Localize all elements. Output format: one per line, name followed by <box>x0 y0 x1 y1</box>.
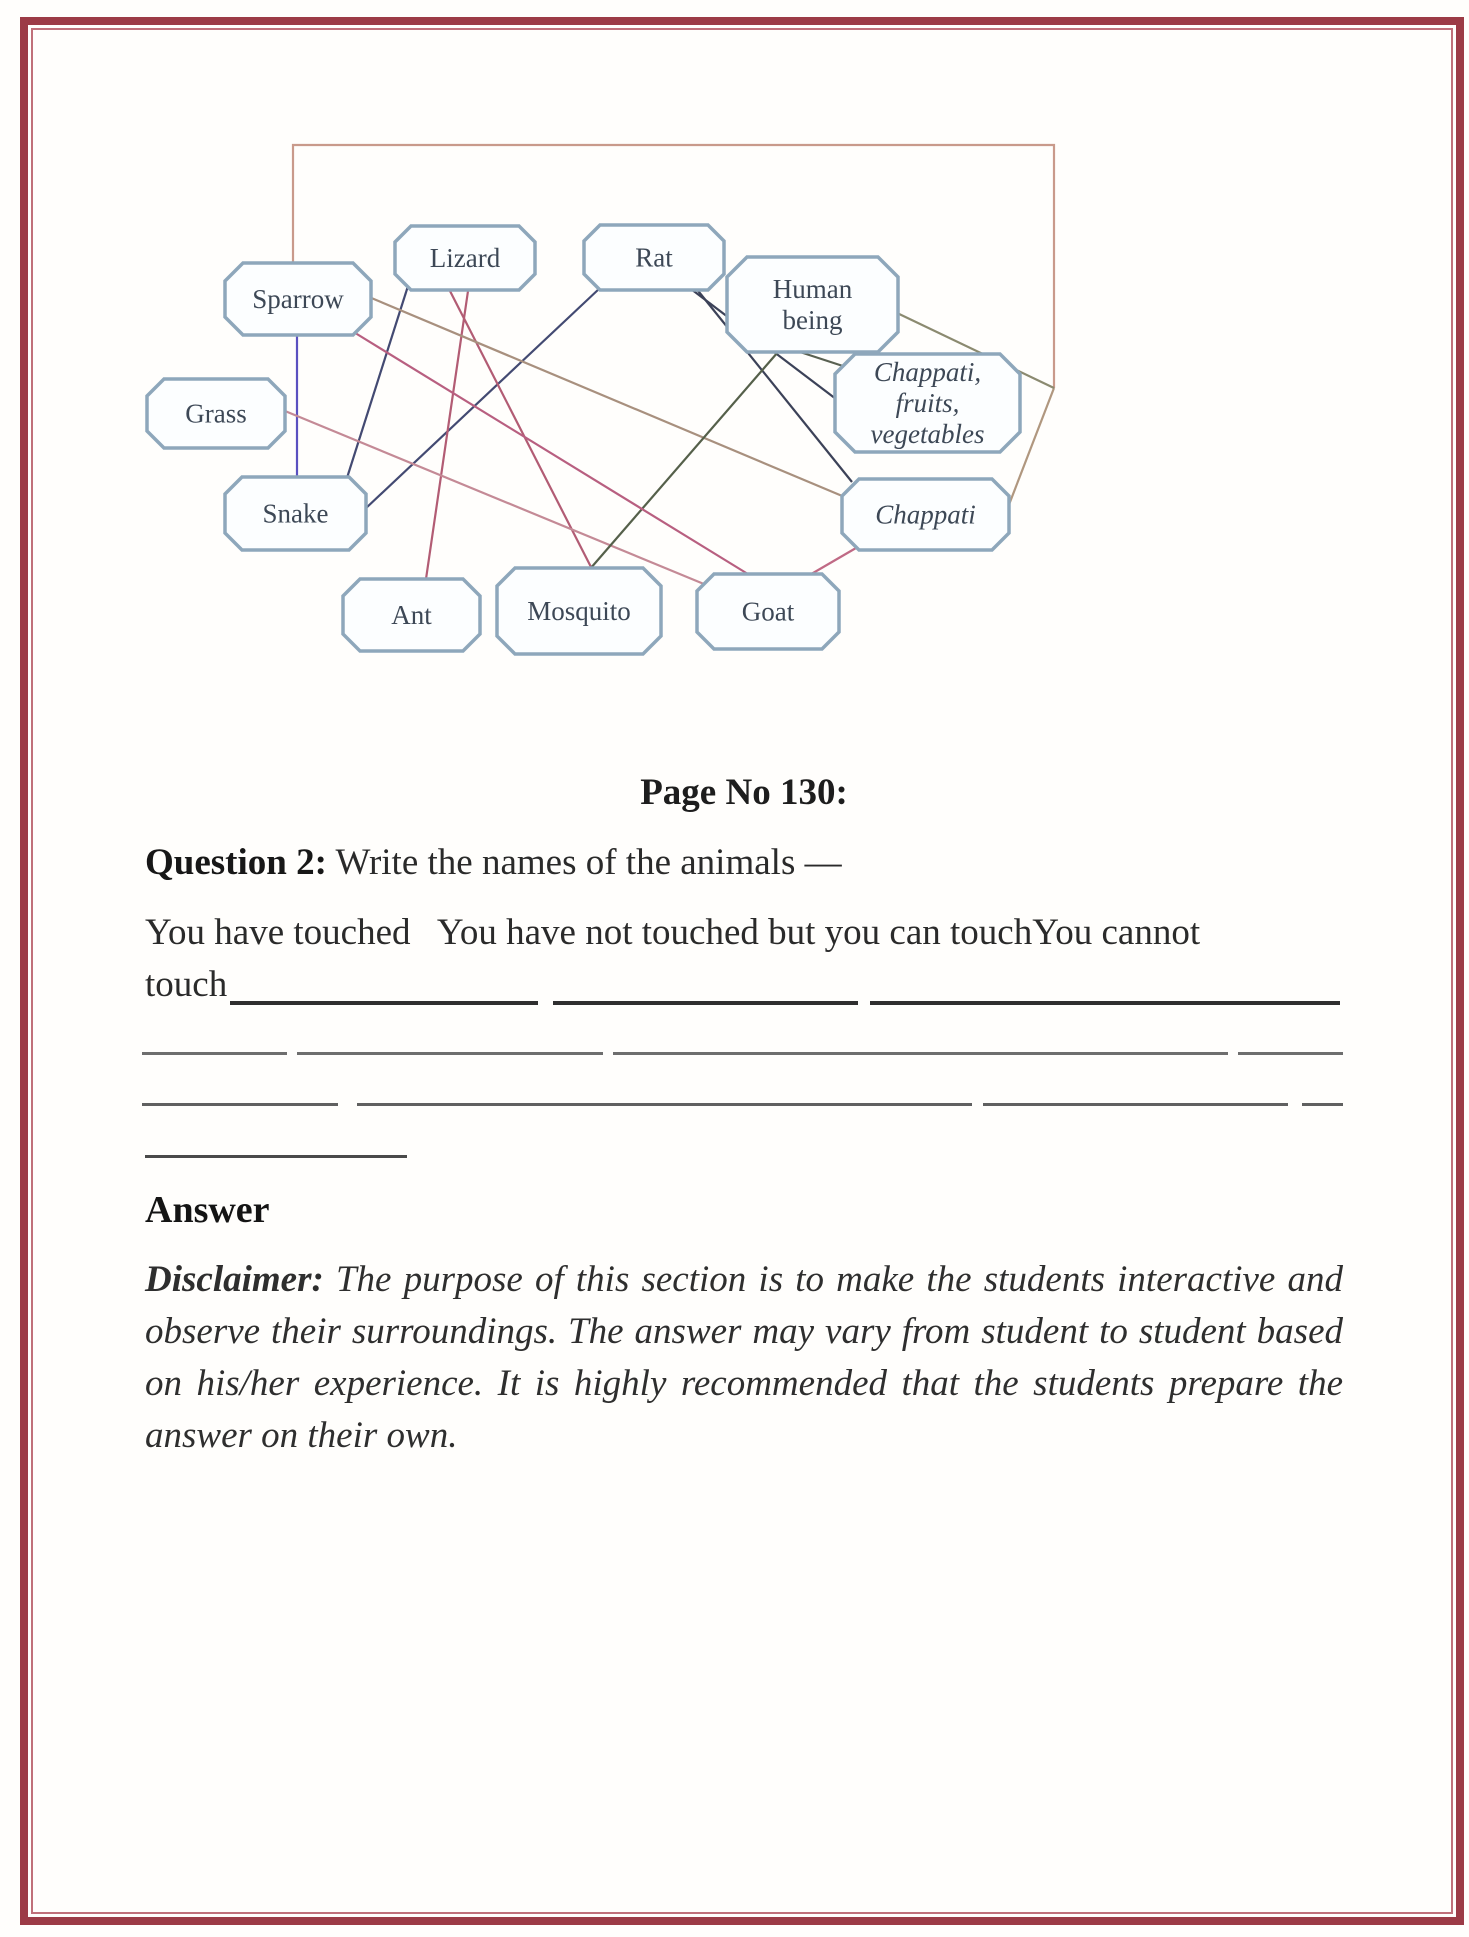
node-mosquito <box>497 568 661 654</box>
question-text: Write the names of the animals — <box>326 842 842 883</box>
answer-blank-line-3 <box>357 1103 972 1106</box>
node-chappati <box>842 479 1009 550</box>
answer-blank-line-1 <box>230 1001 538 1005</box>
disclaimer-paragraph <box>145 1254 1343 1462</box>
node-goat <box>697 574 839 649</box>
node-label-goat: Goat <box>741 596 795 627</box>
node-ant <box>343 579 480 651</box>
node-label-rat: Rat <box>635 242 673 273</box>
node-label-human-being: Human being <box>772 274 853 335</box>
answer-blank-line-2 <box>1238 1052 1343 1055</box>
node-label-chappati-fruits-vegetables: Chappati, fruits, vegetables <box>870 357 985 449</box>
edge-lizard-ant <box>426 291 468 579</box>
page-number-heading: Page No 130: <box>640 772 848 813</box>
disclaimer-label: Disclaimer: <box>145 1259 324 1300</box>
edge-human-mosquito <box>590 352 778 569</box>
node-label-lizard: Lizard <box>429 243 501 273</box>
answer-blank-line-2 <box>613 1052 1228 1055</box>
node-human-being <box>727 257 898 352</box>
node-sparrow <box>225 263 371 335</box>
node-label-grass: Grass <box>185 398 247 429</box>
edge-rat-snake <box>365 288 600 509</box>
question-line <box>145 841 1355 884</box>
column-headers-line-1: You have touched You have not touched but you can touchYou cannot <box>145 912 1201 953</box>
question-label: Question 2: <box>145 842 327 883</box>
touch-food-web-diagram <box>0 0 1469 700</box>
node-snake <box>225 477 366 550</box>
answer-blank-line-3 <box>983 1103 1288 1106</box>
edge-sparrow-goat <box>352 331 756 579</box>
node-label-snake: Snake <box>262 498 329 529</box>
disclaimer-text: The purpose of this section is to make the students interactive and observe their surroundings. The answer may vary from student to student based on his/her experience. It is highly recommended that the students prepare the answer on their own. <box>145 1259 1343 1456</box>
answer-blank-line-1 <box>870 1001 1340 1005</box>
answer-heading: Answer <box>145 1189 270 1231</box>
edge-lizard-mosquito <box>450 291 592 569</box>
node-lizard <box>395 226 535 290</box>
node-label-mosquito: Mosquito <box>527 596 631 626</box>
answer-blank-line-2 <box>142 1052 287 1055</box>
answer-blank-line-2 <box>297 1052 603 1055</box>
answer-blank-line-3 <box>1302 1103 1343 1106</box>
node-label-sparrow: Sparrow <box>252 284 344 314</box>
node-label-chappati: Chappati <box>875 499 976 530</box>
node-chappati-fruits-vegetables <box>835 354 1020 452</box>
node-rat <box>584 225 724 290</box>
column-headers-line-2: touch <box>145 964 228 1005</box>
answer-blank-line-1 <box>553 1001 858 1005</box>
answer-blank-line-4 <box>145 1155 407 1158</box>
node-grass <box>147 379 285 448</box>
node-label-ant: Ant <box>391 600 432 630</box>
answer-blank-line-3 <box>142 1103 338 1106</box>
